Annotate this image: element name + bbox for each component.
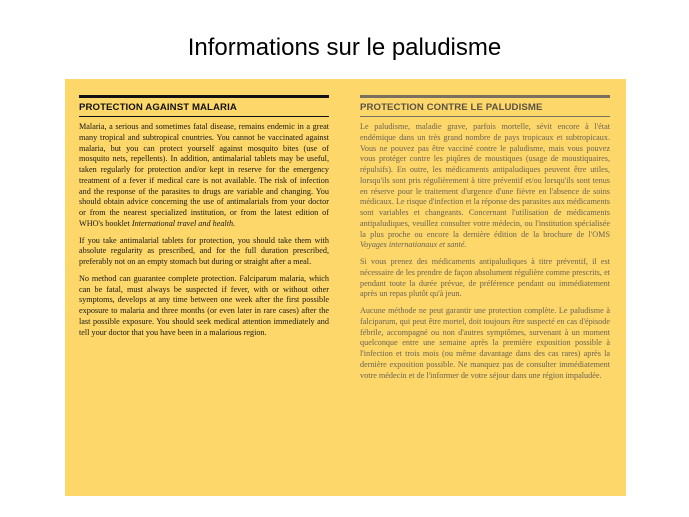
french-booklet-title: Voyages internationaux et santé. xyxy=(360,240,467,250)
english-column xyxy=(79,95,329,344)
english-paragraph-1-text: Malaria, a serious and sometimes fatal disease, remains endemic in a great many tropical and subtropical countries. You cannot be vaccinated against malaria, but you can protect yourself against mosquito bites (use of mosquito nets, repellents). In addition, antimalarial tablets may be useful, taken regularly for protection and/or kept in reserve for the emergency treatment of a fever if medical care is not available. The risk of infection and the response of the parasites to drugs are variable and changing. You should obtain advice concerning the use of antimalarials from your doctor or from the nearest specialized institution, or from the latest edition of WHO's booklet xyxy=(79,122,329,228)
english-paragraph-3: No method can guarantee complete protection. Falciparum malaria, which can be fatal, must always be suspected if fever, with or without other symptoms, develops at any time between one week after the first possible exposure to malaria and three months (or even later in rare cases) after the last possible exposure. You should seek medical attention immediately and tell your doctor that you have been in a malarious region. xyxy=(79,273,329,337)
english-paragraph-2: If you take antimalarial tablets for protection, you should take them with absolute regularity as prescribed, and for the full duration prescribed, preferably not on an empty stomach but during or straight after a meal. xyxy=(79,235,329,266)
french-paragraph-2: Si vous prenez des médicaments antipaludiques à titre préventif, il est nécessaire de les prendre de façon absolument régulière comme prescrits, et pendant toute la durée prévue, de préférence pendant ou immédiatement après un repas plutôt qu'à jeun. xyxy=(360,257,610,299)
french-paragraph-1-text: Le paludisme, maladie grave, parfois mortelle, sévit encore à l'état endémique dans un très grand nombre de pays tropicaux et subtropicaux. Vous ne pouvez pas être vacciné contre le paludisme, mais vous pouvez vous protéger contre les piqûres de moustiques (usage de moustiquaires, répulsifs). En outre, les médicaments antipaludiques peuvent être utiles, lorsqu'ils sont pris régulièrement à titre préventif et/ou lorsqu'ils sont tenus en réserve pour le traitement d'urgence d'une fièvre en l'absence de soins médicaux. Le risque d'infection et la réponse des parasites aux médicaments sont variables et changeants. Concernant l'utilisation de médicaments antipaludiques, veuillez consulter votre médecin, ou l'institution spécialisée la plus proche ou encore la dernière édition de la brochure de l'OMS xyxy=(360,122,610,239)
english-booklet-title: International travel and health. xyxy=(131,218,236,228)
english-paragraph-1 xyxy=(79,122,329,230)
french-paragraph-1 xyxy=(360,122,610,251)
english-heading: PROTECTION AGAINST MALARIA xyxy=(79,95,329,117)
french-paragraph-3: Aucune méthode ne peut garantir une protection complète. Le paludisme à falciparum, qui peut être mortel, doit toujours être suspecté en cas d'épisode fébrile, accompagné ou non d'autres symptômes, survenant à un moment quelconque entre une semaine après la première exposition possible à l'infection et trois mois (ou même davantage dans des cas rares) après la dernière exposition possible. Ne manquez pas de consulter immédiatement votre médecin et de l'informer de votre séjour dans une région impaludée. xyxy=(360,306,610,380)
document-panel xyxy=(65,79,626,496)
slide-title: Informations sur le paludisme xyxy=(187,34,502,61)
french-column xyxy=(360,95,610,387)
french-heading: PROTECTION CONTRE LE PALUDISME xyxy=(360,95,610,117)
